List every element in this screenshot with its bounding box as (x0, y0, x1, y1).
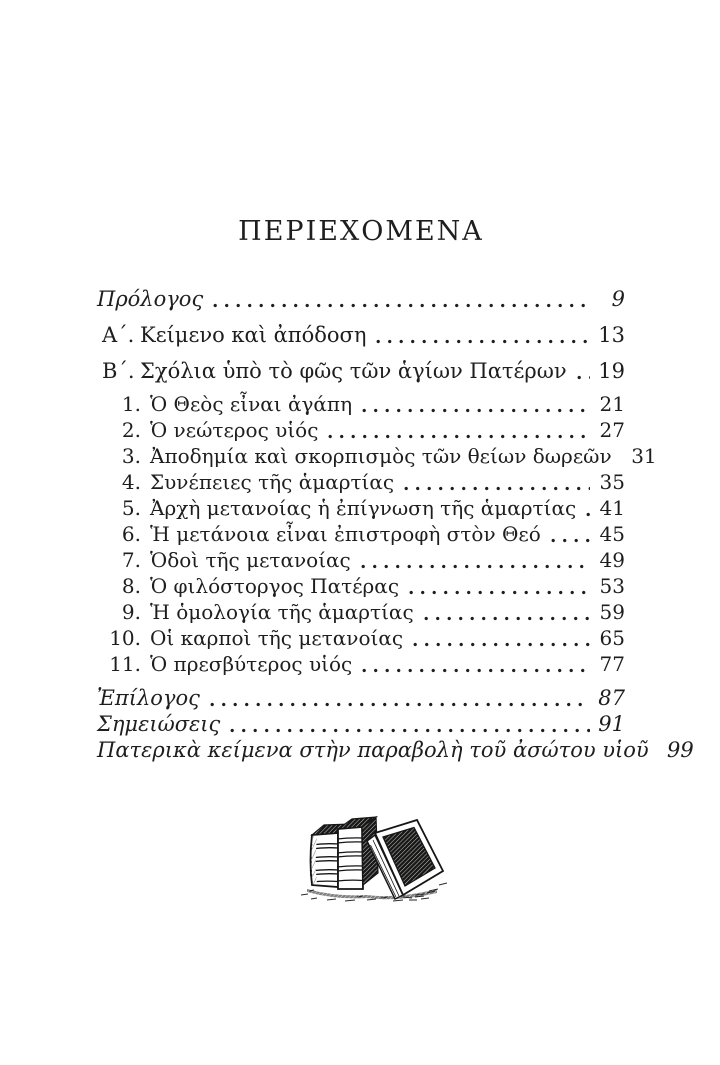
entry-label: Ὁδοὶ τῆς μετανοίας (150, 548, 351, 572)
dot-leader (404, 486, 590, 491)
entry-label: Ἀρχὴ μετανοίας ἡ ἐπίγνωση τῆς ἁμαρτίας (150, 496, 577, 520)
entry-label: Πατερικὰ κείμενα στὴν παραβολὴ τοῦ ἀσώτου υἱοῦ (97, 738, 649, 762)
toc-entry (97, 469, 625, 495)
entry-page-number: 9 (611, 287, 625, 311)
entry-label: Σημειώσεις (97, 712, 221, 736)
toc-entry (97, 322, 625, 348)
entry-label: Σχόλια ὑπὸ τὸ φῶς τῶν ἁγίων Πατέρων (140, 359, 567, 383)
dot-leader (328, 434, 590, 439)
entry-label: Ἡ μετάνοια εἶναι ἐπιστροφὴ στὸν Θεό (150, 522, 541, 546)
dot-leader (577, 375, 590, 380)
table-of-contents (97, 286, 694, 763)
dot-leader (551, 538, 590, 543)
toc-entry (97, 443, 657, 469)
dot-leader (376, 339, 590, 344)
entry-label: Ὁ Θεὸς εἶναι ἀγάπη (150, 392, 353, 416)
toc-entry (97, 358, 625, 384)
entry-number: Β´. (102, 359, 135, 383)
dot-leader (413, 642, 590, 647)
entry-label: Συνέπειες τῆς ἁμαρτίας (150, 470, 395, 494)
entry-page-number: 45 (599, 522, 625, 546)
entry-label: Ἡ ὁμολογία τῆς ἁμαρτίας (150, 600, 414, 624)
entry-page-number: 53 (599, 574, 625, 598)
entry-number: 2. (121, 418, 141, 442)
entry-page-number: 87 (598, 686, 625, 710)
toc-entry (97, 495, 625, 521)
dot-leader (210, 702, 590, 707)
entry-number: 11. (109, 652, 141, 676)
entry-page-number: 59 (599, 600, 625, 624)
entry-label: Πρόλογος (97, 287, 204, 311)
entry-page-number: 35 (599, 470, 625, 494)
toc-entry (97, 711, 625, 737)
entry-page-number: 21 (599, 392, 625, 416)
entry-number: 4. (121, 470, 141, 494)
entry-page-number: 99 (666, 738, 694, 762)
dot-leader (409, 590, 590, 595)
dot-leader (230, 728, 590, 733)
entry-number: 8. (121, 574, 141, 598)
entry-page-number: 49 (599, 548, 625, 572)
toc-entry (97, 521, 625, 547)
entry-label: Κείμενο καὶ ἀπόδοση (140, 323, 367, 347)
entry-label: Ὁ πρεσβύτερος υἱός (150, 652, 353, 676)
dot-leader (362, 668, 590, 673)
entry-number: 10. (109, 626, 141, 650)
entry-number: 3. (121, 444, 141, 468)
entry-page-number: 65 (599, 626, 625, 650)
entry-page-number: 41 (599, 496, 625, 520)
entry-number: 5. (121, 496, 141, 520)
entry-label: Ὁ νεώτερος υἱός (150, 418, 319, 442)
entry-page-number: 77 (599, 652, 625, 676)
toc-entry (97, 625, 625, 651)
toc-content (97, 0, 694, 905)
entry-label: Οἱ καρποὶ τῆς μετανοίας (150, 626, 404, 650)
entry-number: 9. (121, 600, 141, 624)
dot-leader (424, 616, 590, 621)
entry-label: Ἀποδημία καὶ σκορπισμὸς τῶν θείων δωρεῶν (150, 444, 612, 468)
entry-page-number: 31 (631, 444, 657, 468)
entry-label: Ὁ φιλόστοργος Πατέρας (150, 574, 400, 598)
toc-entry (97, 417, 625, 443)
toc-entry (97, 573, 625, 599)
entry-number: Α´. (102, 323, 135, 347)
toc-entry (97, 599, 625, 625)
entry-page-number: 19 (598, 359, 625, 383)
entry-page-number: 13 (598, 323, 625, 347)
toc-entry (97, 651, 625, 677)
books-engraving-icon (297, 805, 452, 905)
toc-entry (97, 685, 625, 711)
entry-label: Ἐπίλογος (97, 686, 200, 710)
entry-page-number: 91 (598, 712, 625, 736)
toc-entry (97, 391, 625, 417)
page-title: ΠΕΡΙΕΧΟΜΕΝΑ (238, 216, 484, 247)
dot-leader (586, 512, 590, 517)
entry-page-number: 27 (599, 418, 625, 442)
dot-leader (361, 564, 590, 569)
entry-number: 1. (121, 392, 141, 416)
dot-leader (362, 408, 590, 413)
entry-number: 6. (121, 522, 141, 546)
toc-entry (97, 737, 694, 763)
dot-leader (213, 303, 590, 308)
toc-entry (97, 547, 625, 573)
entry-number: 7. (121, 548, 141, 572)
books-illustration (297, 805, 452, 905)
toc-entry (97, 286, 625, 312)
